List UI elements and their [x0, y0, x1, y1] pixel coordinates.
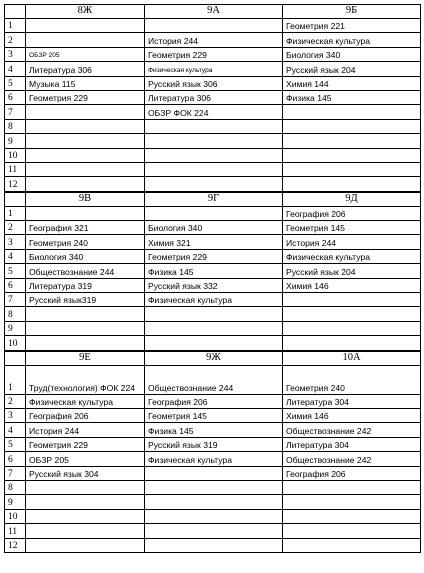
- lesson-row: [5, 119, 421, 133]
- lesson-number: 1: [5, 365, 26, 394]
- class-name: 9В: [26, 192, 145, 207]
- lesson-row: [5, 90, 421, 104]
- class-name: 9Б: [283, 5, 421, 19]
- lesson-cell: География 321: [26, 221, 145, 235]
- lesson-row: [5, 278, 421, 292]
- lesson-row: [5, 162, 421, 176]
- header-corner: [5, 192, 26, 207]
- lesson-cell: [283, 134, 421, 148]
- lesson-number: 7: [5, 466, 26, 480]
- lesson-row: [5, 105, 421, 119]
- class-name: 10А: [283, 351, 421, 366]
- lesson-cell: [26, 509, 145, 523]
- lesson-cell: Литература 319: [26, 278, 145, 292]
- lesson-number: 1: [5, 19, 26, 33]
- lesson-cell: [145, 524, 283, 538]
- lesson-cell: [283, 307, 421, 321]
- lesson-cell: Обществознание 244: [145, 365, 283, 394]
- lesson-cell: Физическая культура: [145, 293, 283, 307]
- lesson-cell: Физическая культура: [26, 394, 145, 408]
- lesson-cell: [145, 134, 283, 148]
- lesson-cell: Физическая культура: [145, 62, 283, 76]
- lesson-cell: [283, 336, 421, 351]
- lesson-row: [5, 235, 421, 249]
- lesson-number: 4: [5, 423, 26, 437]
- lesson-number: 3: [5, 47, 26, 61]
- class-name: 9Г: [145, 192, 283, 207]
- lesson-cell: [145, 321, 283, 335]
- lesson-cell: [26, 162, 145, 176]
- lesson-cell: [283, 177, 421, 192]
- lesson-cell: Геометрия 229: [26, 90, 145, 104]
- lesson-row: [5, 408, 421, 422]
- lesson-cell: Физическая культура: [283, 33, 421, 47]
- lesson-cell: Литература 306: [26, 62, 145, 76]
- lesson-cell: [145, 19, 283, 33]
- lesson-cell: [145, 509, 283, 523]
- lesson-cell: [283, 480, 421, 494]
- lesson-cell: [26, 19, 145, 33]
- lesson-row: [5, 33, 421, 47]
- lesson-number: 11: [5, 524, 26, 538]
- lesson-number: 12: [5, 177, 26, 192]
- lesson-cell: ОБЗР 205: [26, 452, 145, 466]
- lesson-row: [5, 134, 421, 148]
- lesson-cell: Биология 340: [283, 47, 421, 61]
- lesson-cell: Музыка 115: [26, 76, 145, 90]
- lesson-cell: Биология 340: [26, 249, 145, 263]
- lesson-cell: Труд(технология) ФОК 224: [26, 365, 145, 394]
- lesson-row: [5, 509, 421, 523]
- lesson-cell: Литература 304: [283, 437, 421, 451]
- lesson-number: 12: [5, 538, 26, 552]
- lesson-cell: География 206: [283, 206, 421, 220]
- lesson-cell: ОБЗР 205: [26, 47, 145, 61]
- lesson-cell: [283, 321, 421, 335]
- header-corner: [5, 351, 26, 366]
- lesson-row: [5, 76, 421, 90]
- lesson-row: [5, 423, 421, 437]
- lesson-number: 9: [5, 134, 26, 148]
- lesson-row: [5, 249, 421, 263]
- lesson-row: [5, 206, 421, 220]
- lesson-cell: [283, 524, 421, 538]
- lesson-row: [5, 264, 421, 278]
- lesson-cell: [145, 336, 283, 351]
- lesson-row: [5, 47, 421, 61]
- lesson-number: 10: [5, 509, 26, 523]
- lesson-cell: [26, 336, 145, 351]
- lesson-row: [5, 177, 421, 192]
- lesson-number: 2: [5, 394, 26, 408]
- lesson-cell: [26, 307, 145, 321]
- schedule-body: [5, 5, 421, 553]
- lesson-row: [5, 307, 421, 321]
- lesson-cell: География 206: [26, 408, 145, 422]
- lesson-cell: [283, 148, 421, 162]
- lesson-cell: [26, 148, 145, 162]
- lesson-cell: [283, 495, 421, 509]
- lesson-cell: [283, 293, 421, 307]
- lesson-cell: [26, 33, 145, 47]
- lesson-cell: [145, 119, 283, 133]
- lesson-cell: [26, 134, 145, 148]
- class-header-row: [5, 5, 421, 19]
- lesson-cell: Русский язык 332: [145, 278, 283, 292]
- lesson-cell: География 206: [145, 394, 283, 408]
- class-name: 9Д: [283, 192, 421, 207]
- lesson-number: 3: [5, 235, 26, 249]
- lesson-cell: Геометрия 240: [26, 235, 145, 249]
- lesson-number: 1: [5, 206, 26, 220]
- lesson-cell: [283, 162, 421, 176]
- lesson-row: [5, 452, 421, 466]
- lesson-row: [5, 19, 421, 33]
- lesson-row: [5, 466, 421, 480]
- lesson-cell: [283, 538, 421, 552]
- lesson-cell: Геометрия 145: [283, 221, 421, 235]
- lesson-cell: Физика 145: [145, 264, 283, 278]
- lesson-row: [5, 293, 421, 307]
- lesson-number: 7: [5, 105, 26, 119]
- lesson-row: [5, 365, 421, 394]
- lesson-cell: [26, 206, 145, 220]
- lesson-row: [5, 524, 421, 538]
- class-name: 8Ж: [26, 5, 145, 19]
- schedule-table: [4, 4, 421, 553]
- lesson-number: 8: [5, 307, 26, 321]
- lesson-row: [5, 437, 421, 451]
- lesson-row: [5, 495, 421, 509]
- lesson-cell: Физика 145: [283, 90, 421, 104]
- lesson-cell: Химия 144: [283, 76, 421, 90]
- lesson-row: [5, 336, 421, 351]
- lesson-number: 8: [5, 480, 26, 494]
- lesson-number: 5: [5, 76, 26, 90]
- lesson-number: 5: [5, 264, 26, 278]
- lesson-cell: [26, 119, 145, 133]
- header-corner: [5, 5, 26, 19]
- lesson-number: 9: [5, 495, 26, 509]
- lesson-cell: [145, 538, 283, 552]
- lesson-number: 2: [5, 221, 26, 235]
- lesson-cell: [145, 177, 283, 192]
- lesson-cell: Геометрия 229: [145, 47, 283, 61]
- lesson-row: [5, 538, 421, 552]
- lesson-number: 9: [5, 321, 26, 335]
- lesson-cell: Литература 306: [145, 90, 283, 104]
- lesson-cell: История 244: [26, 423, 145, 437]
- lesson-cell: [26, 524, 145, 538]
- lesson-number: 11: [5, 162, 26, 176]
- lesson-cell: История 244: [283, 235, 421, 249]
- class-header-row: [5, 192, 421, 207]
- class-name: 9Е: [26, 351, 145, 366]
- lesson-cell: Геометрия 229: [26, 437, 145, 451]
- lesson-cell: [145, 480, 283, 494]
- lesson-cell: Русский язык 304: [26, 466, 145, 480]
- lesson-cell: [26, 105, 145, 119]
- lesson-cell: Литература 304: [283, 394, 421, 408]
- lesson-cell: [145, 162, 283, 176]
- lesson-number: 10: [5, 148, 26, 162]
- lesson-cell: Русский язык 204: [283, 62, 421, 76]
- lesson-row: [5, 221, 421, 235]
- lesson-number: 5: [5, 437, 26, 451]
- lesson-number: 6: [5, 278, 26, 292]
- class-header-row: [5, 351, 421, 366]
- lesson-number: 10: [5, 336, 26, 351]
- lesson-cell: [26, 321, 145, 335]
- lesson-cell: [283, 119, 421, 133]
- lesson-number: 6: [5, 90, 26, 104]
- lesson-cell: Русский язык 306: [145, 76, 283, 90]
- lesson-cell: [26, 480, 145, 494]
- lesson-number: 2: [5, 33, 26, 47]
- lesson-number: 4: [5, 249, 26, 263]
- lesson-cell: [145, 148, 283, 162]
- class-name: 9Ж: [145, 351, 283, 366]
- lesson-cell: [145, 495, 283, 509]
- lesson-number: 7: [5, 293, 26, 307]
- lesson-cell: Обществознание 242: [283, 423, 421, 437]
- lesson-cell: Геометрия 221: [283, 19, 421, 33]
- lesson-row: [5, 148, 421, 162]
- lesson-cell: Русский язык 204: [283, 264, 421, 278]
- lesson-cell: [26, 177, 145, 192]
- lesson-cell: География 206: [283, 466, 421, 480]
- lesson-cell: Химия 146: [283, 408, 421, 422]
- lesson-row: [5, 62, 421, 76]
- lesson-cell: Геометрия 145: [145, 408, 283, 422]
- class-name: 9А: [145, 5, 283, 19]
- lesson-cell: Биология 340: [145, 221, 283, 235]
- lesson-cell: Русский язык319: [26, 293, 145, 307]
- lesson-cell: [145, 466, 283, 480]
- lesson-cell: Геометрия 240: [283, 365, 421, 394]
- lesson-cell: Обществознание 242: [283, 452, 421, 466]
- lesson-cell: [283, 105, 421, 119]
- lesson-cell: Химия 321: [145, 235, 283, 249]
- lesson-row: [5, 480, 421, 494]
- lesson-cell: [145, 307, 283, 321]
- lesson-cell: Физика 145: [145, 423, 283, 437]
- lesson-cell: [26, 495, 145, 509]
- lesson-row: [5, 394, 421, 408]
- lesson-cell: Физическая культура: [283, 249, 421, 263]
- lesson-cell: ОБЗР ФОК 224: [145, 105, 283, 119]
- lesson-cell: [26, 538, 145, 552]
- lesson-cell: [145, 206, 283, 220]
- lesson-cell: Русский язык 319: [145, 437, 283, 451]
- lesson-cell: Химия 146: [283, 278, 421, 292]
- lesson-number: 4: [5, 62, 26, 76]
- lesson-number: 3: [5, 408, 26, 422]
- lesson-row: [5, 321, 421, 335]
- lesson-number: 6: [5, 452, 26, 466]
- lesson-cell: Обществознание 244: [26, 264, 145, 278]
- lesson-cell: [283, 509, 421, 523]
- lesson-cell: Физическая культура: [145, 452, 283, 466]
- lesson-cell: Геометрия 229: [145, 249, 283, 263]
- lesson-cell: История 244: [145, 33, 283, 47]
- lesson-number: 8: [5, 119, 26, 133]
